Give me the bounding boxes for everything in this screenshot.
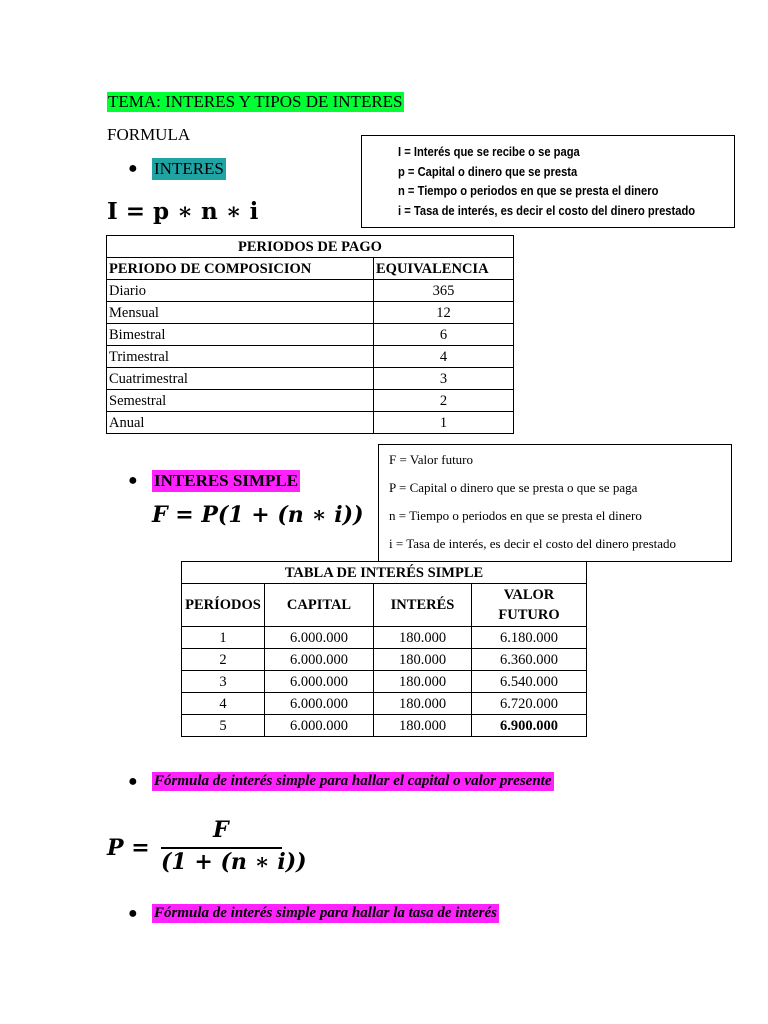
table-cell: 6.900.000 xyxy=(472,715,587,737)
table-cell: 6.000.000 xyxy=(265,649,374,671)
table-interes-simple xyxy=(181,561,587,737)
table-row xyxy=(107,302,514,324)
column-header: PERIODO DE COMPOSICION xyxy=(107,258,374,280)
table-row xyxy=(107,280,514,302)
table-row xyxy=(107,324,514,346)
bullet-formula-tasa xyxy=(128,904,499,923)
equation-numerator: F xyxy=(213,817,229,843)
definition-line: P = Capital o dinero que se presta o que se paga xyxy=(389,480,638,495)
table-cell: 6.000.000 xyxy=(265,693,374,715)
bullet-interes-simple-label: INTERES SIMPLE xyxy=(154,471,299,490)
equation-interes-simple: F = P(1 + (n ∗ i)) xyxy=(152,502,364,528)
table-cell: 365 xyxy=(374,280,514,302)
table-row xyxy=(107,412,514,434)
bullet-formula-tasa-label: Fórmula de interés simple para hallar la tasa de interés xyxy=(154,905,497,921)
definition-line: p = Capital o dinero que se presta xyxy=(398,163,578,179)
table-cell: 6.360.000 xyxy=(472,649,587,671)
table-title: TABLA DE INTERÉS SIMPLE xyxy=(182,562,587,584)
table-cell: 5 xyxy=(182,715,265,737)
definition-line: n = Tiempo o periodos en que se presta el dinero xyxy=(389,508,642,523)
table-cell: 6.540.000 xyxy=(472,671,587,693)
bullet-formula-capital-label: Fórmula de interés simple para hallar el capital o valor presente xyxy=(154,773,552,789)
bullet-interes-label: INTERES xyxy=(154,159,224,178)
bullet-dot-icon: ● xyxy=(128,904,138,922)
column-header: INTERÉS xyxy=(374,584,472,627)
bullet-dot-icon: ● xyxy=(128,772,138,790)
table-cell: 180.000 xyxy=(374,627,472,649)
equation-capital xyxy=(107,815,307,885)
table-cell: 12 xyxy=(374,302,514,324)
definition-line: i = Tasa de interés, es decir el costo del dinero prestado xyxy=(389,536,677,551)
table-cell: 2 xyxy=(374,390,514,412)
table-row xyxy=(182,715,587,737)
table-cell: 6 xyxy=(374,324,514,346)
table-cell: Semestral xyxy=(107,390,374,412)
table-cell: 1 xyxy=(374,412,514,434)
table-cell: Mensual xyxy=(107,302,374,324)
bullet-dot-icon: ● xyxy=(128,472,138,489)
equation-lhs: P = xyxy=(107,835,150,861)
table-cell: Bimestral xyxy=(107,324,374,346)
equation-denominator: (1 + (n ∗ i)) xyxy=(161,849,307,875)
bullet-interes xyxy=(128,158,226,180)
formula-label: FORMULA xyxy=(107,125,191,144)
table-cell: Anual xyxy=(107,412,374,434)
table-cell: 180.000 xyxy=(374,715,472,737)
table-title: PERIODOS DE PAGO xyxy=(107,236,514,258)
definition-line: i = Tasa de interés, es decir el costo del dinero prestado xyxy=(398,202,696,218)
equation-interes: I = p ∗ n ∗ i xyxy=(107,198,259,225)
column-header: CAPITAL xyxy=(265,584,374,627)
bullet-interes-simple xyxy=(128,470,300,492)
table-row xyxy=(107,346,514,368)
table-cell: 2 xyxy=(182,649,265,671)
column-header: PERÍODOS xyxy=(182,584,265,627)
table-cell: 1 xyxy=(182,627,265,649)
table-cell: Cuatrimestral xyxy=(107,368,374,390)
definitions-box-interes-simple xyxy=(378,444,732,562)
table-cell: 6.000.000 xyxy=(265,671,374,693)
column-header-text: VALOR FUTURO xyxy=(498,587,560,623)
column-header xyxy=(472,584,587,627)
table-cell: 4 xyxy=(182,693,265,715)
table-row xyxy=(107,368,514,390)
table-cell: 180.000 xyxy=(374,693,472,715)
table-row xyxy=(107,390,514,412)
table-cell: 6.180.000 xyxy=(472,627,587,649)
table-row xyxy=(182,627,587,649)
bullet-formula-capital xyxy=(128,772,554,791)
table-cell: 6.000.000 xyxy=(265,627,374,649)
table-row xyxy=(182,693,587,715)
table-cell: Trimestral xyxy=(107,346,374,368)
page-title: TEMA: INTERES Y TIPOS DE INTERES xyxy=(108,92,403,111)
bullet-dot-icon: ● xyxy=(128,160,138,177)
table-cell: 6.000.000 xyxy=(265,715,374,737)
table-cell: 6.720.000 xyxy=(472,693,587,715)
definition-line: I = Interés que se recibe o se paga xyxy=(398,144,580,159)
table-cell: 180.000 xyxy=(374,649,472,671)
definition-line: n = Tiempo o periodos en que se presta el dinero xyxy=(398,183,659,198)
table-cell: 4 xyxy=(374,346,514,368)
table-periodos-de-pago xyxy=(106,235,514,434)
table-row xyxy=(182,649,587,671)
definition-line: F = Valor futuro xyxy=(389,452,474,467)
definitions-box-interes xyxy=(361,135,735,228)
table-cell: Diario xyxy=(107,280,374,302)
table-cell: 3 xyxy=(374,368,514,390)
table-cell: 3 xyxy=(182,671,265,693)
column-header: EQUIVALENCIA xyxy=(374,258,514,280)
table-cell: 180.000 xyxy=(374,671,472,693)
table-row xyxy=(182,671,587,693)
